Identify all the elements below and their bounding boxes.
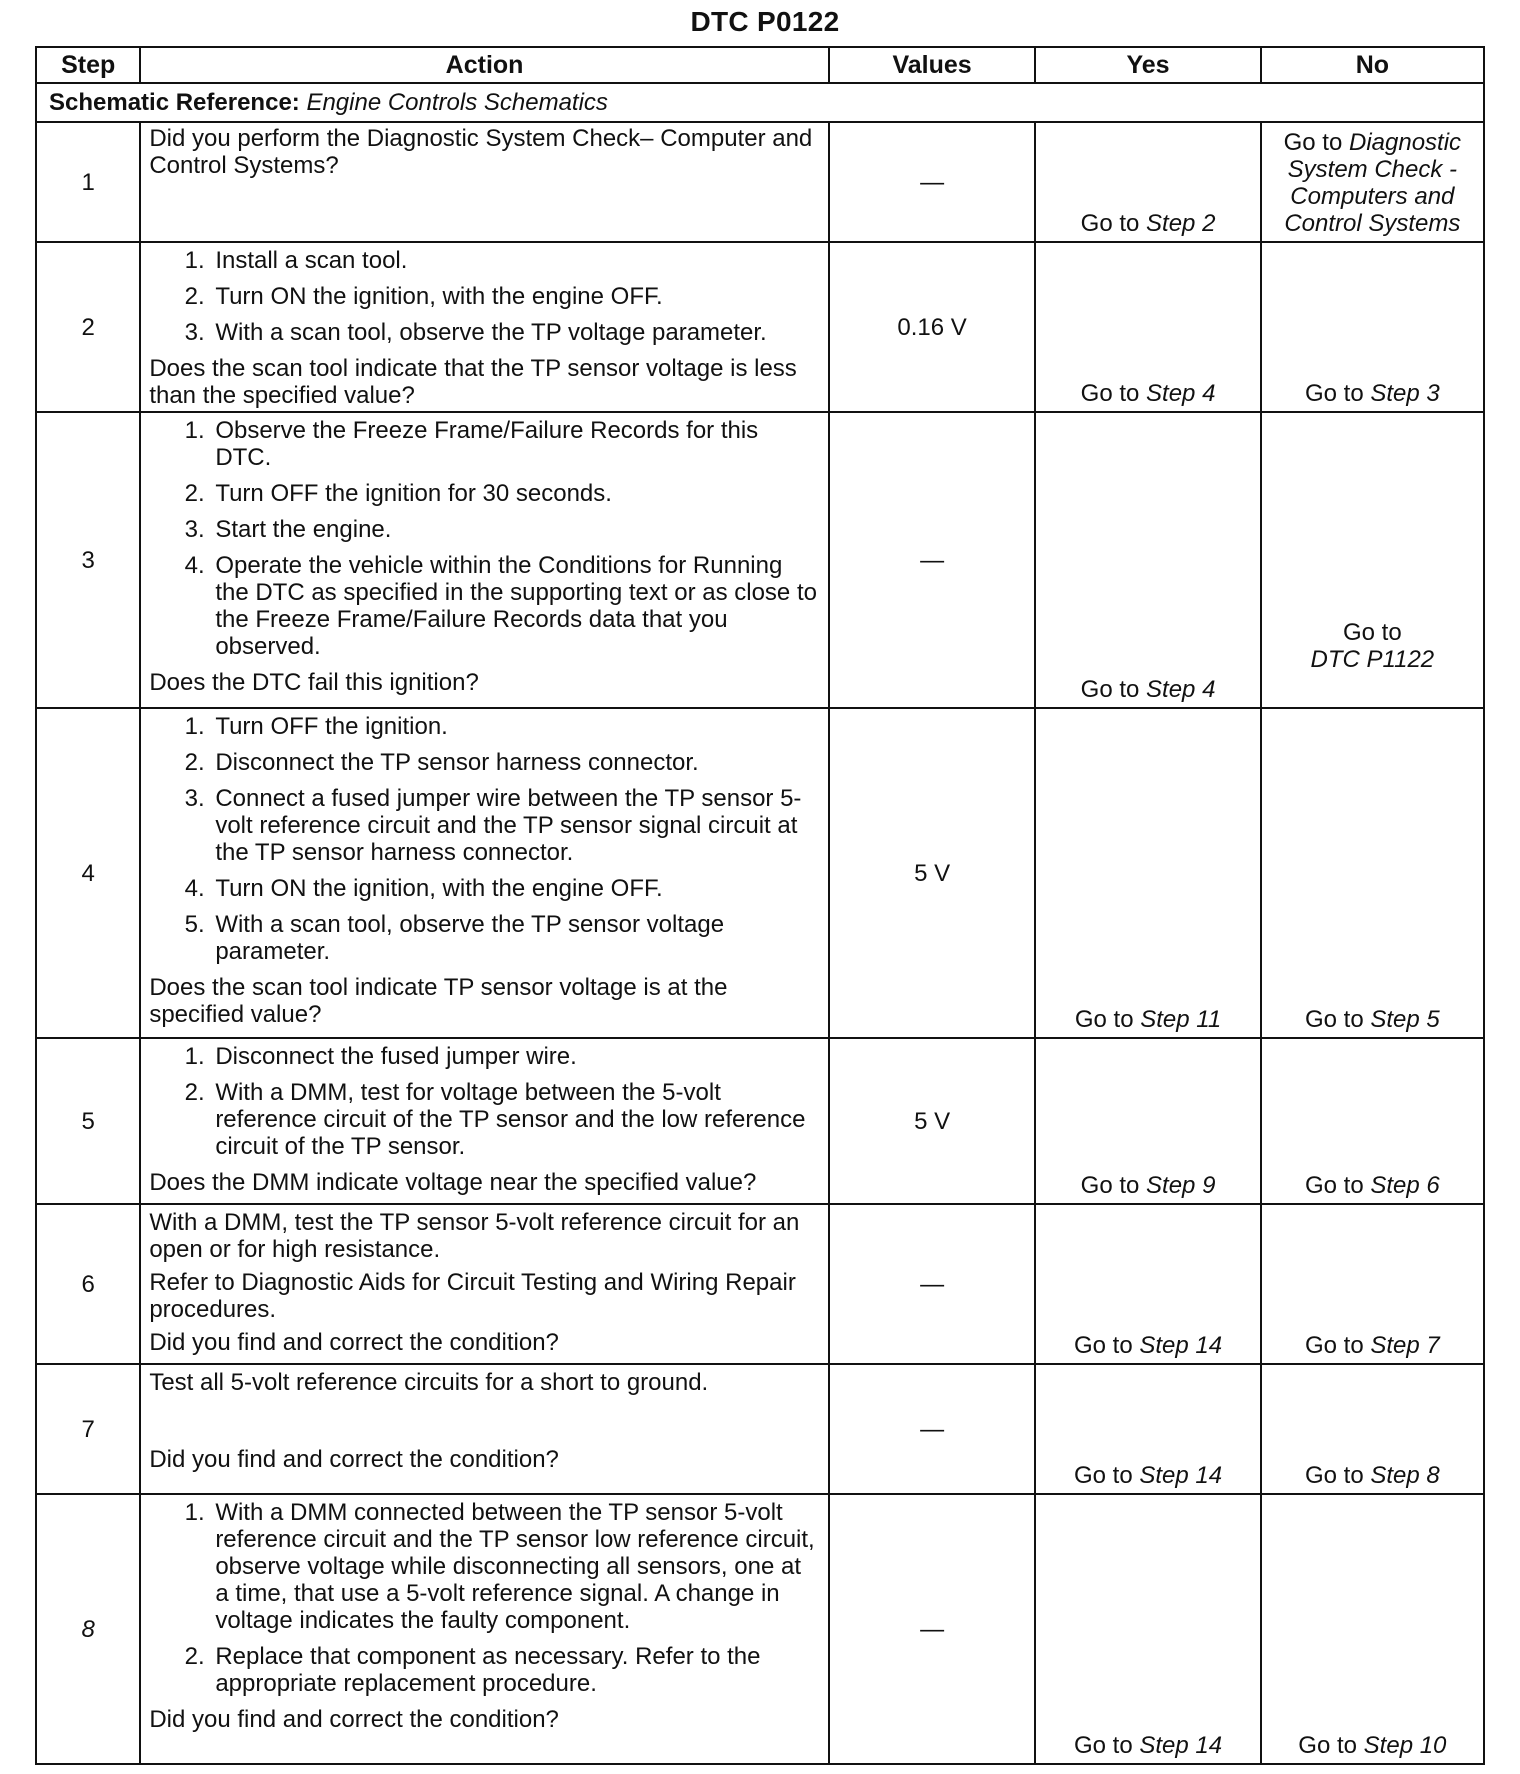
no-goto — [1305, 1172, 1440, 1199]
yes-cell — [1035, 1038, 1260, 1204]
goto-prefix: Go to — [1073, 1332, 1133, 1359]
goto-prefix: Go to — [1298, 1732, 1357, 1759]
action-question: Did you find and correct the condition? — [149, 1706, 559, 1733]
action-step: 3. Start the engine. — [211, 516, 820, 543]
goto-prefix: Go to — [1304, 1332, 1364, 1359]
action-step: 1. With a DMM connected between the TP sensor 5-volt reference circuit and the TP sensor low reference circuit, observe voltage while disconnecting all sensors, one at a time, that use a 5-volt reference signal. A change in voltage indicates the faulty component. — [211, 1499, 820, 1634]
no-cell — [1261, 242, 1484, 412]
no-goto — [1305, 380, 1440, 407]
diagnostic-table — [35, 46, 1485, 1765]
goto-prefix: Go to — [1080, 1172, 1140, 1199]
action-steps — [149, 1499, 820, 1697]
action-question: Does the scan tool indicate that the TP sensor voltage is less than the specified value? — [149, 355, 797, 409]
goto-prefix: Go to — [1080, 210, 1140, 237]
action-text: Did you perform the Diagnostic System Check– Computer and Control Systems? — [149, 125, 813, 179]
header-yes: Yes — [1035, 47, 1260, 83]
no-cell — [1261, 708, 1484, 1038]
yes-goto — [1081, 1172, 1216, 1199]
header-values: Values — [829, 47, 1036, 83]
goto-prefix: Go to — [1304, 1462, 1364, 1489]
yes-cell — [1035, 1204, 1260, 1364]
header-step: Step — [36, 47, 140, 83]
goto-target: Step 3 — [1370, 380, 1440, 407]
value-cell: 5 V — [829, 708, 1036, 1038]
schematic-reference-link: Engine Controls Schematics — [306, 89, 608, 116]
no-goto — [1266, 129, 1479, 237]
goto-target: Step 14 — [1139, 1332, 1223, 1359]
action-cell — [140, 1204, 829, 1364]
no-goto — [1266, 619, 1479, 673]
goto-prefix: Go to — [1304, 1006, 1364, 1033]
yes-goto — [1074, 1462, 1222, 1489]
yes-goto — [1074, 1332, 1222, 1359]
goto-target: Step 7 — [1370, 1332, 1440, 1359]
goto-prefix: Go to — [1304, 380, 1364, 407]
action-cell — [140, 412, 829, 708]
action-step: 1. Install a scan tool. — [211, 247, 820, 274]
yes-goto — [1074, 1732, 1222, 1759]
value-cell: — — [829, 1364, 1036, 1494]
value-cell: 0.16 V — [829, 242, 1036, 412]
action-steps — [149, 247, 820, 346]
action-step: 2. Turn ON the ignition, with the engine OFF. — [211, 283, 820, 310]
no-cell — [1261, 412, 1484, 708]
yes-cell — [1035, 1494, 1260, 1764]
action-cell — [140, 708, 829, 1038]
table-row — [36, 1204, 1484, 1364]
action-cell — [140, 242, 829, 412]
action-step: 2. Replace that component as necessary. Refer to the appropriate replacement procedure. — [211, 1643, 820, 1697]
schematic-reference-label: Schematic Reference: — [49, 89, 300, 116]
action-steps — [149, 713, 820, 965]
yes-cell — [1035, 122, 1260, 242]
yes-cell — [1035, 242, 1260, 412]
action-question: Does the DTC fail this ignition? — [149, 669, 479, 696]
step-number: 8 — [36, 1494, 140, 1764]
table-row — [36, 1364, 1484, 1494]
no-cell — [1261, 1364, 1484, 1494]
step-number: 3 — [36, 412, 140, 708]
value-cell: — — [829, 1204, 1036, 1364]
goto-target: Step 4 — [1146, 676, 1216, 703]
table-row — [36, 122, 1484, 242]
page-title: DTC P0122 — [690, 6, 840, 37]
schematic-reference — [36, 83, 1484, 122]
action-paragraph: With a DMM, test the TP sensor 5-volt reference circuit for an open or for high resistance. — [149, 1209, 800, 1263]
goto-target: Step 8 — [1370, 1462, 1440, 1489]
step-number: 5 — [36, 1038, 140, 1204]
header-action: Action — [140, 47, 829, 83]
action-step: 5. With a scan tool, observe the TP sensor voltage parameter. — [211, 911, 820, 965]
header-row — [36, 47, 1484, 83]
goto-prefix: Go to — [1304, 1172, 1364, 1199]
goto-target: Diagnostic — [1349, 129, 1462, 156]
yes-cell — [1035, 1364, 1260, 1494]
goto-prefix: Go to — [1073, 1462, 1133, 1489]
action-cell — [140, 1038, 829, 1204]
yes-cell — [1035, 412, 1260, 708]
goto-target: Step 14 — [1139, 1462, 1223, 1489]
step-number: 1 — [36, 122, 140, 242]
action-step: 2. With a DMM, test for voltage between the 5-volt reference circuit of the TP sensor and the low reference circuit of the TP sensor. — [211, 1079, 820, 1160]
no-cell — [1261, 1038, 1484, 1204]
action-step: 4. Turn ON the ignition, with the engine OFF. — [211, 875, 820, 902]
goto-target: DTC P1122 — [1310, 646, 1435, 673]
action-paragraph: Refer to Diagnostic Aids for Circuit Testing and Wiring Repair procedures. — [149, 1269, 796, 1323]
no-goto — [1298, 1732, 1446, 1759]
table-row — [36, 242, 1484, 412]
table-row — [36, 708, 1484, 1038]
action-cell — [140, 1364, 829, 1494]
yes-goto — [1081, 380, 1216, 407]
action-question: Did you find and correct the condition? — [149, 1446, 559, 1473]
goto-target: Step 14 — [1139, 1732, 1223, 1759]
no-cell — [1261, 122, 1484, 242]
goto-prefix: Go to — [1343, 619, 1402, 646]
goto-target: Step 6 — [1370, 1172, 1440, 1199]
no-cell — [1261, 1494, 1484, 1764]
value-cell: 5 V — [829, 1038, 1036, 1204]
action-step: 4. Operate the vehicle within the Conditions for Running the DTC as specified in the supporting text or as close to the Freeze Frame/Failure Records data that you observed. — [211, 552, 820, 660]
table-row — [36, 1038, 1484, 1204]
action-step: 1. Observe the Freeze Frame/Failure Records for this DTC. — [211, 417, 820, 471]
action-step: 1. Disconnect the fused jumper wire. — [211, 1043, 820, 1070]
goto-target-rest: System Check - Computers and Control Systems — [1284, 156, 1461, 237]
yes-cell — [1035, 708, 1260, 1038]
value-cell: — — [829, 412, 1036, 708]
action-steps — [149, 1043, 820, 1160]
action-step: 3. Connect a fused jumper wire between the TP sensor 5-volt reference circuit and the TP sensor signal circuit at the TP sensor harness connector. — [211, 785, 820, 866]
goto-prefix: Go to — [1080, 676, 1140, 703]
step-number: 2 — [36, 242, 140, 412]
goto-target: Step 9 — [1146, 1172, 1216, 1199]
no-goto — [1305, 1332, 1440, 1359]
goto-target: Step 5 — [1370, 1006, 1440, 1033]
action-question: Does the scan tool indicate TP sensor voltage is at the specified value? — [149, 974, 728, 1028]
action-step: 1. Turn OFF the ignition. — [211, 713, 820, 740]
yes-goto — [1081, 210, 1216, 237]
goto-target: Step 4 — [1146, 380, 1216, 407]
action-question: Does the DMM indicate voltage near the specified value? — [149, 1169, 757, 1196]
schematic-reference-row — [36, 83, 1484, 122]
no-cell — [1261, 1204, 1484, 1364]
action-question: Did you find and correct the condition? — [149, 1329, 559, 1356]
value-cell: — — [829, 1494, 1036, 1764]
action-step: 3. With a scan tool, observe the TP voltage parameter. — [211, 319, 820, 346]
step-number: 4 — [36, 708, 140, 1038]
goto-prefix: Go to — [1073, 1732, 1133, 1759]
no-goto — [1305, 1006, 1440, 1033]
step-number: 6 — [36, 1204, 140, 1364]
goto-prefix: Go to — [1074, 1006, 1134, 1033]
goto-target: Step 2 — [1146, 210, 1216, 237]
goto-prefix: Go to — [1080, 380, 1140, 407]
action-step: 2. Turn OFF the ignition for 30 seconds. — [211, 480, 820, 507]
yes-goto — [1075, 1006, 1221, 1033]
table-row — [36, 412, 1484, 708]
step-number: 7 — [36, 1364, 140, 1494]
action-paragraph: Test all 5-volt reference circuits for a short to ground. — [149, 1369, 709, 1396]
no-goto — [1305, 1462, 1440, 1489]
action-step: 2. Disconnect the TP sensor harness connector. — [211, 749, 820, 776]
goto-target: Step 10 — [1363, 1732, 1447, 1759]
goto-prefix: Go to — [1283, 129, 1343, 156]
goto-target: Step 11 — [1140, 1006, 1222, 1033]
value-cell: — — [829, 122, 1036, 242]
table-row — [36, 1494, 1484, 1764]
header-no: No — [1261, 47, 1484, 83]
action-cell — [140, 122, 829, 242]
action-cell — [140, 1494, 829, 1764]
yes-goto — [1081, 676, 1216, 703]
action-steps — [149, 417, 820, 660]
